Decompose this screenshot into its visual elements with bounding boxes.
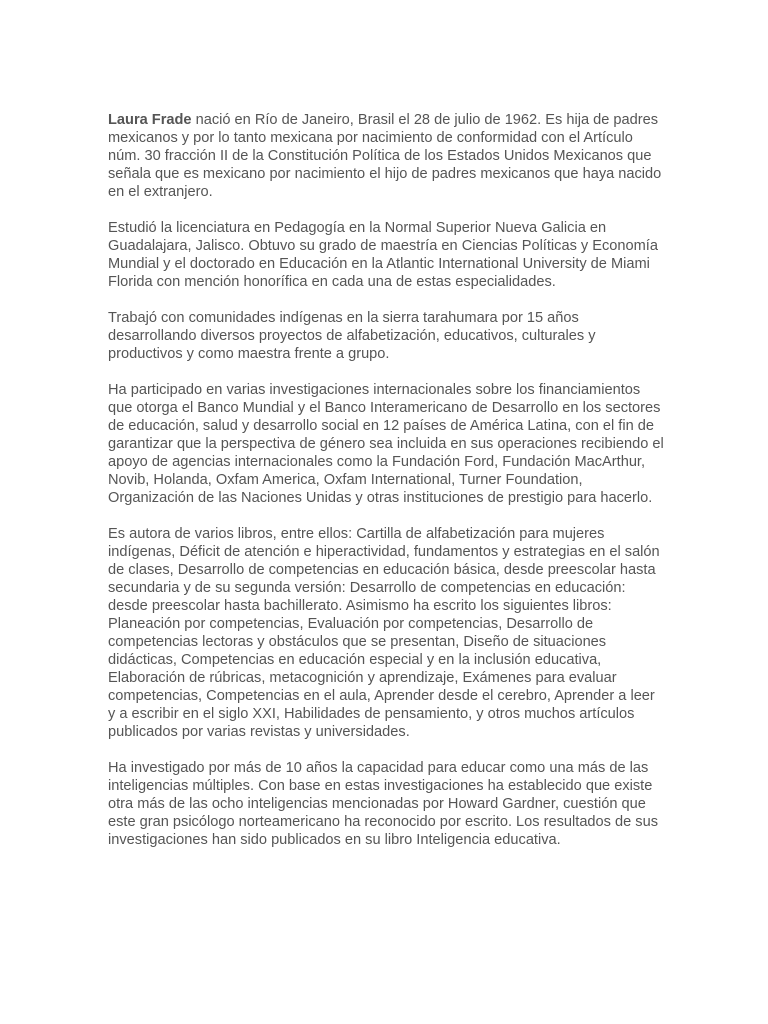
paragraph-indigenous-work: Trabajó con comunidades indígenas en la sierra tarahumara por 15 años desarrollando diversos proyectos de alfabetización, educativos, culturales y productivos y como maestra frente a grupo. bbox=[108, 310, 596, 362]
paragraph-books: Es autora de varios libros, entre ellos: Cartilla de alfabetización para mujeres indígenas, Déficit de atención e hiperactividad, fundamentos y estrategias en el salón de clases, Desarrollo de competencias en educación básica, desde preescolar hasta secundaria y de su segunda versión: Desarrollo de competencias en educación: desde preescolar hasta bachillerato. Asimismo ha escrito los siguientes libros: Planeación por competencias, Evaluación por competencias, Desarrollo de competencias lectoras y obstáculos que se presentan, Diseño de situaciones didácticas, Competencias en educación especial y en la inclusión educativa, Elaboración de rúbricas, metacognición y aprendizaje, Exámenes para evaluar competencias, Competencias en el aula, Aprender desde el cerebro, Aprender a leer y a escribir en el siglo XXI, Habilidades de pensamiento, y otros muchos artículos publicados por varias revistas y universidades. bbox=[108, 526, 660, 740]
biography-text bbox=[108, 111, 664, 867]
author-name: Laura Frade bbox=[108, 112, 192, 128]
paragraph-intelligence: Ha investigado por más de 10 años la capacidad para educar como una más de las inteligencias múltiples. Con base en estas investigaciones ha establecido que existe otra más de las ocho inteligencias mencionadas por Howard Gardner, cuestión que este gran psicólogo norteamericano ha reconocido por escrito. Los resultados de sus investigaciones han sido publicados en su libro Inteligencia educativa. bbox=[108, 760, 659, 848]
paragraph-education: Estudió la licenciatura en Pedagogía en la Normal Superior Nueva Galicia en Guadalajara, Jalisco. Obtuvo su grado de maestría en Ciencias Políticas y Economía Mundial y el doctorado en Educación en la Atlantic International University de Miami Florida con mención honorífica en cada una de estas especialidades. bbox=[108, 220, 658, 290]
paragraph-research: Ha participado en varias investigaciones internacionales sobre los financiamientos que otorga el Banco Mundial y el Banco Interamericano de Desarrollo en los sectores de educación, salud y desarrollo social en 12 países de América Latina, con el fin de garantizar que la perspectiva de género sea incluida en sus operaciones recibiendo el apoyo de agencias internacionales como la Fundación Ford, Fundación MacArthur, Novib, Holanda, Oxfam America, Oxfam International, Turner Foundation, Organización de las Naciones Unidas y otras instituciones de prestigio para hacerlo. bbox=[108, 382, 664, 506]
paragraph-birth-text: nació en Río de Janeiro, Brasil el 28 de julio de 1962. Es hija de padres mexicanos y por lo tanto mexicana por nacimiento de conformidad con el Artículo núm. 30 fracción II de la Constitución Política de los Estados Unidos Mexicanos que señala que es mexicano por nacimiento el hijo de padres mexicanos que haya nacido en el extranjero. bbox=[108, 112, 662, 200]
paragraph-birth bbox=[108, 111, 664, 201]
